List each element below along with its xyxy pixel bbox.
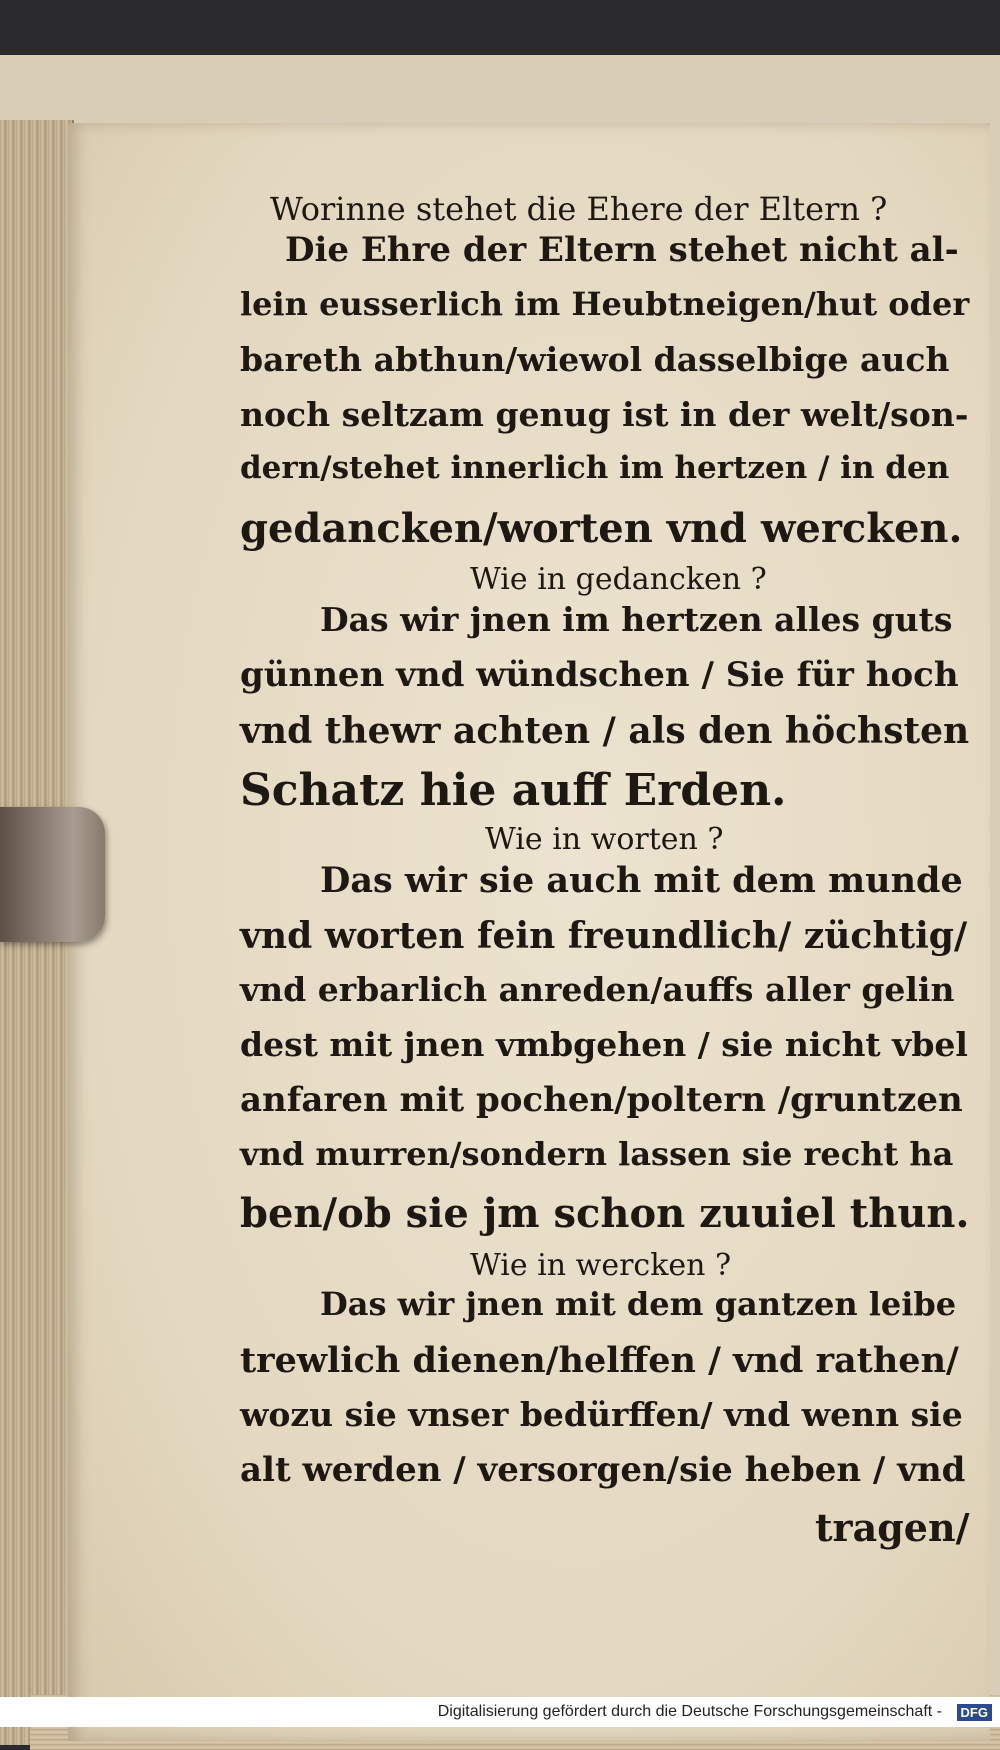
text-line-2: Die Ehre der Eltern stehet nicht al-: [285, 230, 959, 270]
text-line-15: vnd worten fein freundlich/ züchtig/: [240, 915, 968, 957]
subheading-words: Wie in worten ?: [485, 822, 724, 857]
text-line-19: vnd murren/sondern lassen sie recht ha: [240, 1135, 954, 1173]
text-line-7: gedancken/worten vnd wercken.: [240, 505, 963, 552]
dfg-logo: DFG: [957, 1704, 992, 1721]
text-line-6: dern/stehet innerlich im hertzen / in den: [240, 450, 950, 486]
text-line-23: trewlich dienen/helffen / vnd rathen/: [240, 1340, 959, 1381]
text-line-10: günnen vnd wündschen / Sie für hoch: [240, 655, 959, 695]
text-line-14: Das wir sie auch mit dem munde: [320, 860, 963, 901]
text-line-4: bareth abthun/wiewol dasselbige auch: [240, 340, 950, 379]
text-line-25: alt werden / versorgen/sie heben / vnd: [240, 1450, 966, 1490]
text-line-22: Das wir jnen mit dem gantzen leibe: [320, 1285, 957, 1323]
text-line-17: dest mit jnen vmbgehen / sie nicht vbel: [240, 1025, 968, 1064]
text-line-11: vnd thewr achten / als den höchsten: [240, 710, 970, 752]
footer-bar: [0, 1697, 1000, 1727]
book-clasp: [0, 807, 105, 942]
text-line-20: ben/ob sie jm schon zuuiel thun.: [240, 1190, 970, 1237]
text-line-18: anfaren mit pochen/poltern /gruntzen: [240, 1080, 963, 1120]
text-line-24: wozu sie vnser bedürffen/ vnd wenn sie: [240, 1395, 963, 1434]
text-line-1: Worinne stehet die Ehere der Eltern ?: [270, 190, 888, 228]
funding-credit: Digitalisierung gefördert durch die Deutsche Forschungsgemeinschaft -: [437, 1703, 942, 1720]
text-line-12: Schatz hie auff Erden.: [240, 765, 787, 816]
catchword: tragen/: [815, 1505, 970, 1550]
text-line-3: lein eusserlich im Heubtneigen/hut oder: [240, 285, 970, 323]
text-line-9: Das wir jnen im hertzen alles guts: [320, 600, 953, 639]
text-line-16: vnd erbarlich anreden/auffs aller gelin: [240, 970, 955, 1009]
subheading-deeds: Wie in wercken ?: [470, 1248, 732, 1283]
subheading-thoughts: Wie in gedancken ?: [470, 562, 767, 597]
text-line-5: noch seltzam genug ist in der welt/son-: [240, 395, 969, 434]
